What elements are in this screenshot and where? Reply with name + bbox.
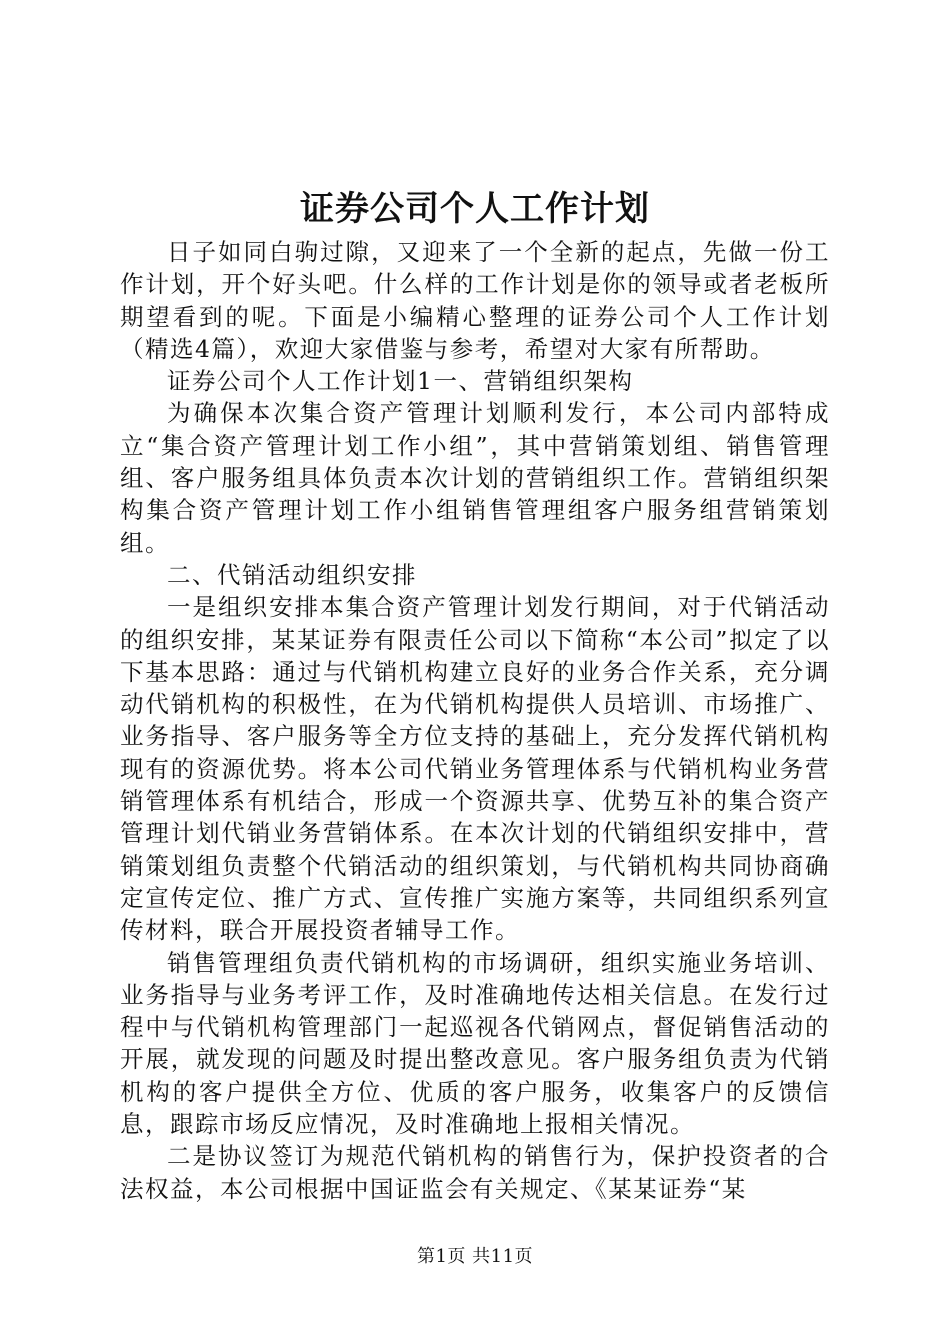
agreement-signing-paragraph: 二是协议签订为规范代销机构的销售行为，保护投资者的合法权益，本公司根据中国证监会有关规定、《某某证券“某 [120,1142,830,1203]
marketing-structure-paragraph: 为确保本次集合资产管理计划顺利发行，本公司内部特成立“集合资产管理计划工作小组”，其中营销策划组、销售管理组、客户服务组具体负责本次计划的营销组织工作。营销组织架构集合资产管理计划工作小组销售管理组客户服务组营销策划组。 [120,399,830,557]
page-footer: 第1页 共11页 [416,1246,534,1267]
section-heading-agency-activities: 二、代销活动组织安排 [167,560,417,589]
document-title: 证券公司个人工作计划 [300,189,650,229]
section-heading-marketing-structure: 证券公司个人工作计划1一、营销组织架构 [167,367,634,396]
intro-paragraph: 日子如同白驹过隙，又迎来了一个全新的起点，先做一份工作计划，开个好头吧。什么样的工作计划是你的领导或者老板所期望看到的呢。下面是小编精心整理的证券公司个人工作计划（精选4篇），欢迎大家借鉴与参考，希望对大家有所帮助。 [120,238,830,363]
sales-management-paragraph: 销售管理组负责代销机构的市场调研，组织实施业务培训、业务指导与业务考评工作，及时准确地传达相关信息。在发行过程中与代销机构管理部门一起巡视各代销网点，督促销售活动的开展，就发现的问题及时提出整改意见。客户服务组负责为代销机构的客户提供全方位、优质的客户服务，收集客户的反馈信息，跟踪市场反应情况，及时准确地上报相关情况。 [120,948,830,1139]
organization-arrangement-paragraph: 一是组织安排本集合资产管理计划发行期间，对于代销活动的组织安排，某某证券有限责任公司以下简称“本公司”拟定了以下基本思路：通过与代销机构建立良好的业务合作关系，充分调动代销机构的积极性，在为代销机构提供人员培训、市场推广、业务指导、客户服务等全方位支持的基础上，充分发挥代销机构现有的资源优势。将本公司代销业务管理体系与代销机构业务营销管理体系有机结合，形成一个资源共享、优势互补的集合资产管理计划代销业务营销体系。在本次计划的代销组织安排中，营销策划组负责整个代销活动的组织策划，与代销机构共同协商确定宣传定位、推广方式、宣传推广实施方案等，共同组织系列宣传材料，联合开展投资者辅导工作。 [120,593,830,945]
document-body [120,236,830,1205]
